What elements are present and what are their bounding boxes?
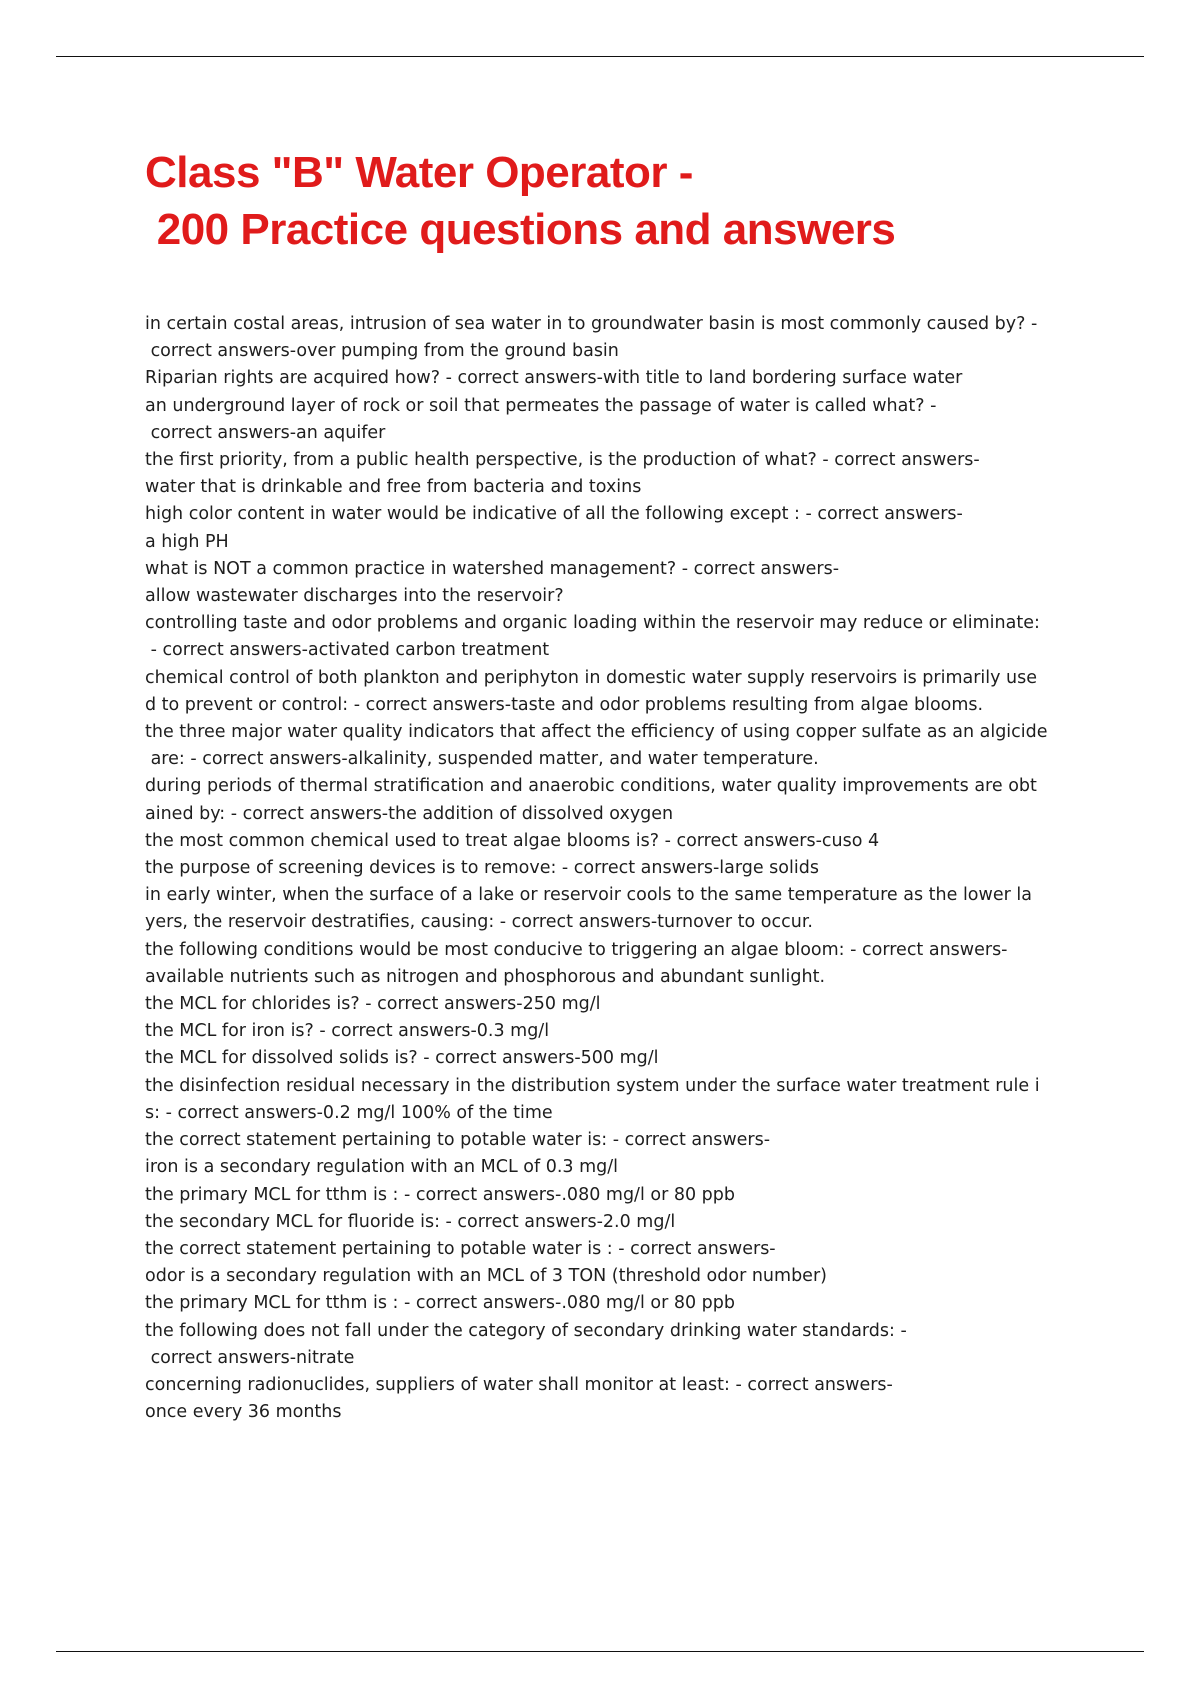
qa-item bbox=[145, 501, 1095, 555]
qa-item bbox=[145, 1018, 1095, 1045]
qa-item bbox=[145, 1290, 1095, 1317]
qa-item-text: chemical control of both plankton and periphyton in domestic water supply reservoirs is primarily use bbox=[145, 667, 1038, 688]
qa-item-text-continued: iron is a secondary regulation with an MCL of 0.3 mg/l bbox=[145, 1157, 618, 1178]
qa-list bbox=[145, 311, 1095, 1426]
qa-item bbox=[145, 1045, 1095, 1072]
qa-item bbox=[145, 665, 1095, 719]
qa-item-text-continued: are: - correct answers-alkalinity, suspended matter, and water temperature. bbox=[145, 749, 819, 770]
qa-item-text-continued: yers, the reservoir destratifies, causing: - correct answers-turnover to occur. bbox=[145, 912, 813, 933]
qa-item bbox=[145, 1372, 1095, 1426]
qa-item-text-continued: once every 36 months bbox=[145, 1402, 342, 1423]
qa-item bbox=[145, 1236, 1095, 1290]
qa-item-text: Riparian rights are acquired how? - correct answers-with title to land bordering surface water bbox=[145, 368, 963, 389]
qa-item-text-continued: - correct answers-activated carbon treatment bbox=[145, 640, 550, 661]
qa-item-text: the following conditions would be most conducive to triggering an algae bloom: - correct answers- bbox=[145, 939, 1008, 960]
qa-item-text: the correct statement pertaining to potable water is : - correct answers- bbox=[145, 1238, 776, 1259]
qa-item bbox=[145, 855, 1095, 882]
qa-item-text: the MCL for dissolved solids is? - correct answers-500 mg/l bbox=[145, 1048, 659, 1069]
qa-item-text: the MCL for iron is? - correct answers-0.3 mg/l bbox=[145, 1021, 550, 1042]
qa-item bbox=[145, 937, 1095, 991]
qa-item bbox=[145, 610, 1095, 664]
qa-item-text: the secondary MCL for fluoride is: - correct answers-2.0 mg/l bbox=[145, 1211, 676, 1232]
qa-item-text-continued: correct answers-an aquifer bbox=[145, 422, 386, 443]
qa-item bbox=[145, 1318, 1095, 1372]
qa-item-text-continued: odor is a secondary regulation with an MCL of 3 TON (threshold odor number) bbox=[145, 1266, 827, 1287]
qa-item-text: controlling taste and odor problems and organic loading within the reservoir may reduce or eliminate: bbox=[145, 613, 1040, 634]
qa-item-text-continued: water that is drinkable and free from bacteria and toxins bbox=[145, 477, 642, 498]
qa-item-text: the primary MCL for tthm is : - correct answers-.080 mg/l or 80 ppb bbox=[145, 1293, 735, 1314]
qa-item-text: in certain costal areas, intrusion of sea water in to groundwater basin is most commonly caused by? - bbox=[145, 314, 1038, 334]
qa-item-text: an underground layer of rock or soil that permeates the passage of water is called what? - bbox=[145, 395, 937, 416]
qa-item bbox=[145, 1127, 1095, 1181]
qa-item bbox=[145, 447, 1095, 501]
title-line-2: 200 Practice questions and answers bbox=[145, 205, 896, 254]
title-line-1: Class "B" Water Operator - bbox=[145, 148, 693, 197]
qa-item-text: concerning radionuclides, suppliers of water shall monitor at least: - correct answers- bbox=[145, 1374, 893, 1395]
qa-item bbox=[145, 393, 1095, 447]
document-title bbox=[145, 144, 895, 258]
qa-item-text: the three major water quality indicators that affect the efficiency of using copper sulfate as an algicide bbox=[145, 722, 1048, 743]
qa-item bbox=[145, 1073, 1095, 1127]
qa-item-text: the most common chemical used to treat algae blooms is? - correct answers-cuso 4 bbox=[145, 830, 880, 851]
qa-item bbox=[145, 991, 1095, 1018]
qa-item-text: high color content in water would be indicative of all the following except : - correct answers- bbox=[145, 504, 963, 525]
qa-item-text: the MCL for chlorides is? - correct answers-250 mg/l bbox=[145, 994, 601, 1015]
qa-item bbox=[145, 828, 1095, 855]
qa-item-text: the purpose of screening devices is to remove: - correct answers-large solids bbox=[145, 858, 819, 879]
qa-item-text-continued: correct answers-nitrate bbox=[145, 1347, 355, 1368]
qa-item-text-continued: allow wastewater discharges into the reservoir? bbox=[145, 586, 564, 607]
qa-item-text-continued: a high PH bbox=[145, 531, 229, 552]
qa-item-text: the primary MCL for tthm is : - correct answers-.080 mg/l or 80 ppb bbox=[145, 1184, 735, 1205]
qa-item-text-continued: correct answers-over pumping from the ground basin bbox=[145, 341, 619, 362]
qa-item-text: the disinfection residual necessary in the distribution system under the surface water treatment rule i bbox=[145, 1075, 1040, 1096]
qa-item-text: the first priority, from a public health perspective, is the production of what? - correct answers- bbox=[145, 450, 980, 471]
qa-item bbox=[145, 719, 1095, 773]
qa-item bbox=[145, 773, 1095, 827]
qa-item bbox=[145, 1182, 1095, 1209]
qa-item bbox=[145, 311, 1095, 365]
qa-item bbox=[145, 882, 1095, 936]
qa-item bbox=[145, 365, 1095, 392]
top-rule bbox=[56, 56, 1144, 57]
bottom-rule bbox=[56, 1651, 1144, 1652]
qa-item-text: the following does not fall under the category of secondary drinking water standards: - bbox=[145, 1320, 907, 1341]
qa-item bbox=[145, 1209, 1095, 1236]
qa-item bbox=[145, 556, 1095, 610]
qa-item-text: what is NOT a common practice in watershed management? - correct answers- bbox=[145, 558, 840, 579]
qa-item-text-continued: available nutrients such as nitrogen and phosphorous and abundant sunlight. bbox=[145, 966, 826, 987]
qa-item-text-continued: s: - correct answers-0.2 mg/l 100% of the time bbox=[145, 1102, 553, 1123]
qa-item-text: during periods of thermal stratification and anaerobic conditions, water quality improvements are obt bbox=[145, 776, 1037, 797]
qa-item-text: the correct statement pertaining to potable water is: - correct answers- bbox=[145, 1130, 771, 1151]
qa-item-text: in early winter, when the surface of a lake or reservoir cools to the same temperature as the lower la bbox=[145, 885, 1032, 906]
qa-item-text-continued: ained by: - correct answers-the addition of dissolved oxygen bbox=[145, 803, 674, 824]
qa-item-text-continued: d to prevent or control: - correct answers-taste and odor problems resulting from algae blooms. bbox=[145, 694, 984, 715]
